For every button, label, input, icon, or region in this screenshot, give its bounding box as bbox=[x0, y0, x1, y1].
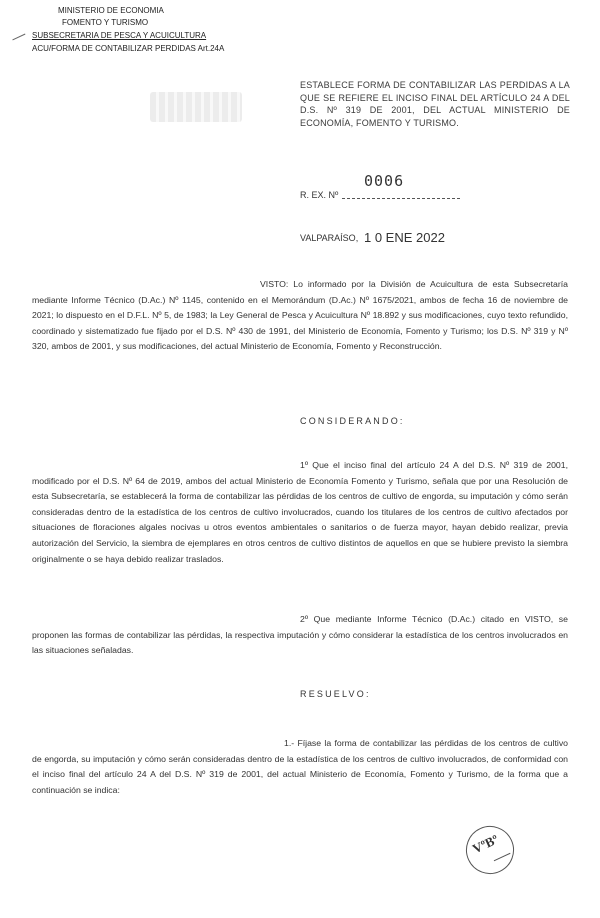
rex-number: 0006 bbox=[364, 172, 405, 190]
pen-mark bbox=[12, 34, 29, 50]
letterhead-reference: ACU/FORMA DE CONTABILIZAR PERDIDAS Art.24A bbox=[32, 44, 225, 53]
place-label: VALPARAÍSO, bbox=[300, 233, 359, 243]
considerando-2-text: 2º Que mediante Informe Técnico (D.Ac.) citado en VISTO, se proponen las formas de contabilizar las pérdidas, la respectiva imputación y cómo considerar la estadística de los centros involucrados en las situaciones señaladas. bbox=[32, 614, 568, 656]
document-title: ESTABLECE FORMA DE CONTABILIZAR LAS PERDIDAS A LA QUE SE REFIERE EL INCISO FINAL DEL ARTÍCULO 24 A DEL D.S. Nº 319 DE 2001, DEL ACTUAL MINISTERIO DE ECONOMÍA, FOMENTO Y TURISMO. bbox=[300, 80, 570, 128]
letterhead-fomento: FOMENTO Y TURISMO bbox=[62, 18, 149, 27]
resuelvo-1-text: 1.- Fíjase la forma de contabilizar las pérdidas de los centros de cultivo de engorda, su imputación y cómo serán consideradas dentro de la estadística de los centros de cultivo involucrados, de conformidad con el inciso final del artículo 24 A del D.S. Nº 319 de 2001, del actual Ministerio de Economía, Fomento y Turismo, de la forma que a continuación se indica: bbox=[32, 738, 568, 795]
vobo-seal bbox=[458, 818, 522, 882]
rex-number-line bbox=[342, 198, 460, 199]
visto-text: VISTO: Lo informado por la División de Acuicultura de esta Subsecretaría mediante Informe Técnico (D.Ac.) Nº 1145, contenido en el Memorándum (D.Ac.) Nº 1675/2021, ambos de fecha 16 de noviembre de 2021; lo dispuesto en el D.F.L. Nº 5, de 1983; la Ley General de Pesca y Acuicultura Nº 18.892 y sus modificaciones, cuyo texto refundido, coordinado y sistematizado fue fijado por el D.S. Nº 430 de 1991, del Ministerio de Economía, Fomento y Turismo; los D.S. Nº 319 y Nº 320, ambos de 2001, y sus modificaciones, del actual Ministerio de Economía, Fomento y Reconstrucción. bbox=[32, 279, 568, 352]
date-stamp: 1 0 ENE 2022 bbox=[364, 230, 445, 245]
considerando-2-paragraph bbox=[32, 612, 568, 659]
vobo-seal-text: VºBº bbox=[470, 831, 501, 857]
resuelvo-1-paragraph bbox=[32, 736, 568, 798]
rex-label: R. EX. Nº bbox=[300, 190, 339, 200]
considerando-heading: CONSIDERANDO: bbox=[300, 416, 405, 426]
letterhead-ministry: MINISTERIO DE ECONOMIA bbox=[58, 6, 164, 15]
visto-paragraph bbox=[32, 277, 568, 355]
considerando-1-text: 1º Que el inciso final del artículo 24 A del D.S. Nº 319 de 2001, modificado por el D.S. Nº 64 de 2019, ambos del actual Ministerio de Economía Fomento y Turismo, señala que por una Resolución de esta Subsecretaría, se establecerá la forma de contabilizar las pérdidas de los centros de cultivo de engorda, su imputación y cómo serán consideradas dentro de la estadística de los centros de cultivo involucrados, cuando los titulares de los centros de cultivo afectados por situaciones de floraciones algales nocivas u otros eventos ambientales o sanitarios o de fuerza mayor, hayan debido realizar, previa autorización del Servicio, la siembra de ejemplares en otros centros de cultivo distintos de aquellos en que se hubiere previsto la siembra originalmente o se haya debido realizar traslados. bbox=[32, 460, 568, 564]
received-stamp bbox=[150, 92, 242, 122]
letterhead-subsecretaria: SUBSECRETARIA DE PESCA Y ACUICULTURA bbox=[32, 31, 207, 40]
considerando-1-paragraph bbox=[32, 458, 568, 567]
resuelvo-heading: RESUELVO: bbox=[300, 689, 371, 699]
